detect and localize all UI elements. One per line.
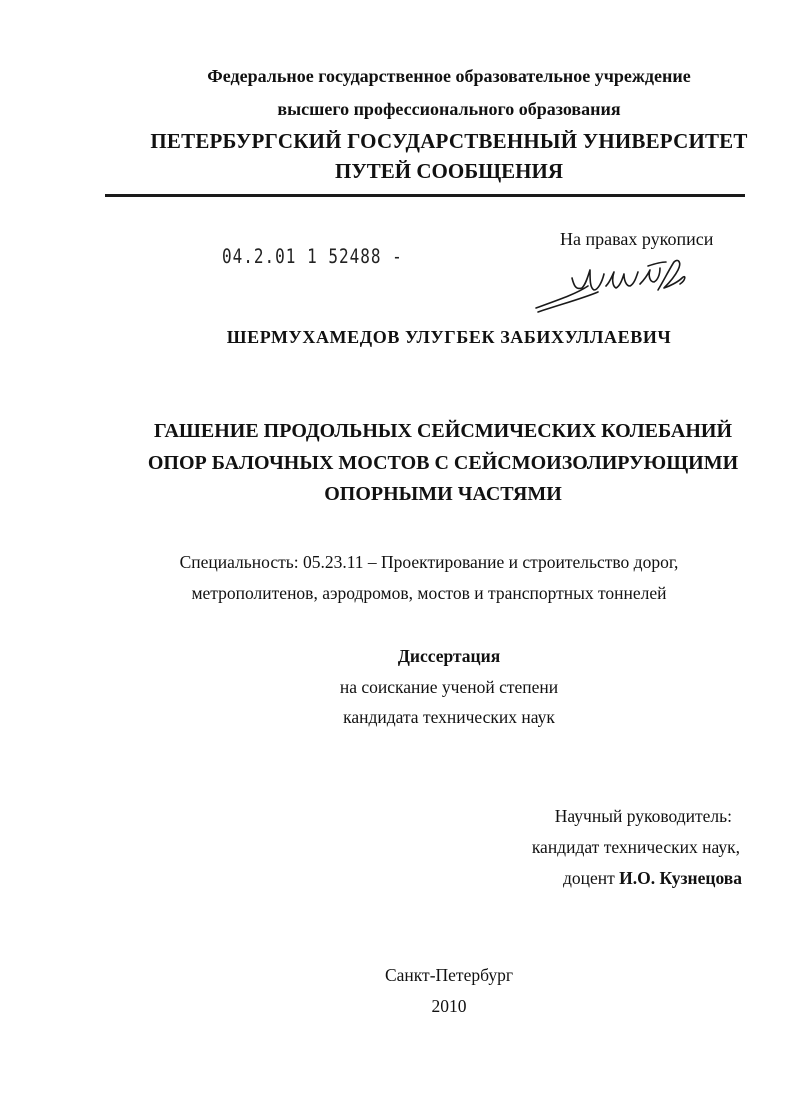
dissertation-degree-line-1: на соискание ученой степени [339,677,559,697]
institution-line-2: высшего профессионального образования [277,99,621,119]
signature-icon [528,256,696,316]
author-name: ШЕРМУХАМЕДОВ УЛУГБЕК ЗАБИХУЛЛАЕВИЧ [226,327,672,347]
registry-stamp: 04.2.01 1 52488 - [222,245,403,268]
institution-line-1: Федеральное государственное образовательное учреждение [207,66,691,86]
manuscript-rights-note: На правах рукописи [560,229,714,249]
specialty-line-1: Специальность: 05.23.11 – Проектирование и строительство дорог, [179,552,679,572]
thesis-title-line-1: ГАШЕНИЕ ПРОДОЛЬНЫХ СЕЙСМИЧЕСКИХ КОЛЕБАНИЙ [153,420,733,442]
thesis-title-line-2: ОПОР БАЛОЧНЫХ МОСТОВ С СЕЙСМОИЗОЛИРУЮЩИМИ [147,452,739,474]
supervisor-position: доцент [562,868,615,888]
supervisor-label: Научный руководитель: [554,806,732,826]
university-name-line-1: ПЕТЕРБУРГСКИЙ ГОСУДАРСТВЕННЫЙ УНИВЕРСИТЕТ [150,129,748,153]
header-divider [105,194,745,197]
city: Санкт-Петербург [384,965,514,985]
dissertation-heading: Диссертация [397,646,501,666]
thesis-title-line-3: ОПОРНЫМИ ЧАСТЯМИ [324,483,562,505]
supervisor-name: И.О. Кузнецова [619,868,742,888]
supervisor-position-name [563,868,742,889]
year: 2010 [431,996,467,1016]
specialty-line-2: метрополитенов, аэродромов, мостов и транспортных тоннелей [191,583,667,603]
supervisor-degree: кандидат технических наук, [531,837,740,857]
dissertation-degree-line-2: кандидата технических наук [343,707,555,727]
university-name-line-2: ПУТЕЙ СООБЩЕНИЯ [335,159,563,183]
